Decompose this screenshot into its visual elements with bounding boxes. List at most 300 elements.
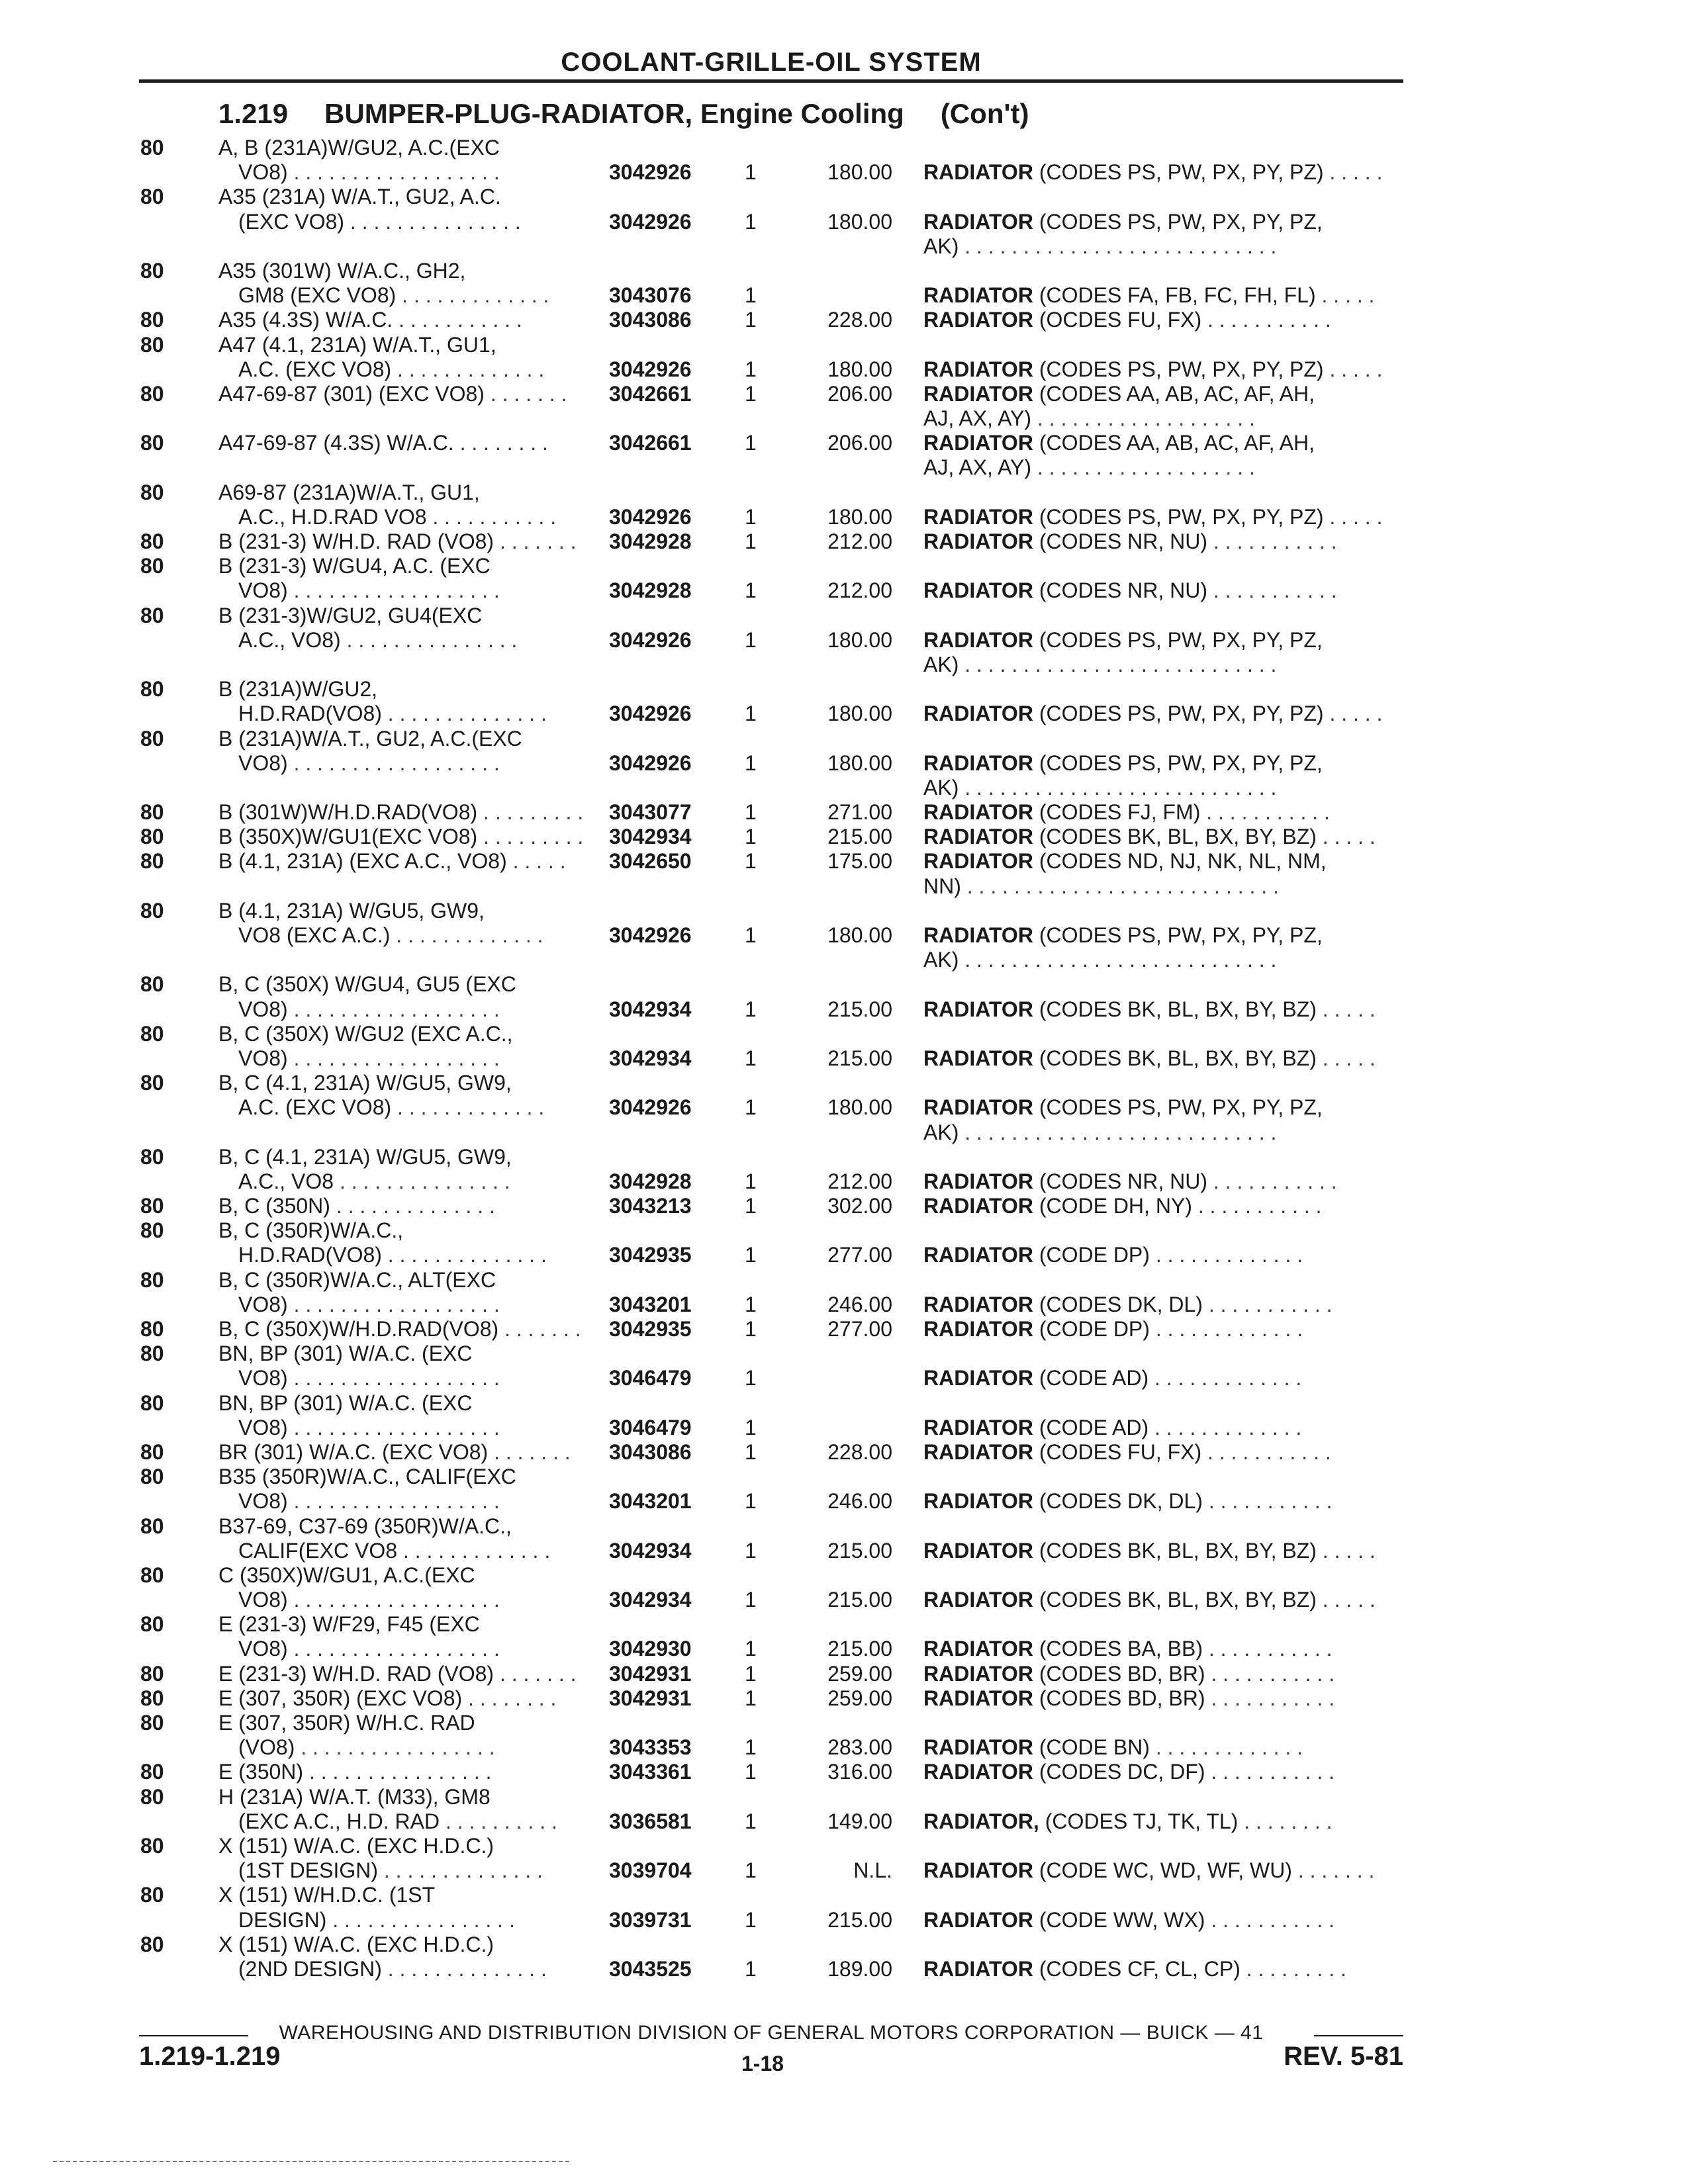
- dot-leader: . . . . . . . . . . . . . . . . . . . . . . . . . . .: [959, 1120, 1277, 1144]
- price: 277.00: [827, 1317, 892, 1341]
- parts-entry: [0, 1391, 1688, 1440]
- part-number: 3042926: [609, 627, 692, 652]
- part-name-label: RADIATOR: [923, 1858, 1033, 1883]
- entry-line: [0, 185, 1688, 209]
- description-text: VO8): [238, 1292, 288, 1316]
- codes-text: (CODES PS, PW, PX, PY, PZ,: [1039, 1095, 1323, 1120]
- part-name: [923, 1243, 1303, 1267]
- parts-entry: [0, 1218, 1688, 1267]
- description-text: A.C., VO8: [238, 1169, 334, 1193]
- codes-text: (CODE AD): [1039, 1415, 1149, 1439]
- codes-text: (CODES BK, BL, BX, BY, BZ): [1039, 997, 1317, 1021]
- description-text: B, C (350R)W/A.C., ALT(EXC: [218, 1267, 496, 1292]
- part-number: 3042661: [609, 431, 692, 455]
- quantity: 1: [745, 357, 757, 381]
- part-name-label: RADIATOR: [923, 800, 1033, 825]
- description-text: VO8): [238, 1366, 288, 1390]
- description-text: CALIF(EXC VO8: [238, 1538, 398, 1563]
- description-text: B (231-3) W/H.D. RAD (VO8): [218, 529, 494, 553]
- dot-leader: . . . . . . . . . . . . .: [396, 283, 549, 308]
- description-text: B, C (350X) W/GU2 (EXC A.C.,: [218, 1021, 513, 1046]
- part-name: [923, 1169, 1337, 1194]
- quantity: 1: [745, 1661, 757, 1686]
- application-description: [218, 1071, 512, 1095]
- dot-leader: . . . . . . . . . . . . . .: [381, 1956, 547, 1981]
- price: 215.00: [827, 1046, 892, 1070]
- application-description: [218, 1686, 556, 1711]
- codes-text: (CODES PS, PW, PX, PY, PZ): [1039, 702, 1324, 726]
- parts-entry: [0, 677, 1688, 726]
- application-description: [238, 210, 521, 234]
- part-number: 3042928: [609, 529, 692, 553]
- parts-entry: [0, 800, 1688, 825]
- entry-line: [0, 604, 1688, 628]
- description-text: VO8): [238, 1588, 288, 1612]
- ref-number: 80: [140, 1686, 164, 1710]
- application-description: [238, 702, 547, 726]
- footer-section-range: 1.219-1.219: [139, 2042, 281, 2071]
- part-number: 3043201: [609, 1292, 692, 1316]
- dot-leader: . . . . .: [1316, 1538, 1376, 1563]
- dot-leader: . . . . . . . . . . . . . . . . . . .: [1031, 455, 1255, 480]
- application-description: [218, 1391, 473, 1416]
- dot-leader: . . . . . . . . . . .: [1207, 578, 1337, 603]
- description-text: X (151) W/A.C. (EXC H.D.C.): [218, 1932, 494, 1956]
- part-name-label: RADIATOR: [923, 504, 1033, 529]
- quantity: 1: [745, 381, 757, 406]
- part-name: [923, 1194, 1322, 1218]
- part-number: 3043525: [609, 1956, 692, 1981]
- part-name: [923, 1637, 1333, 1661]
- application-description: [218, 308, 522, 332]
- entry-line: [0, 825, 1688, 849]
- application-description: [218, 899, 485, 923]
- application-description: [218, 136, 500, 160]
- part-number: 3042930: [609, 1637, 692, 1661]
- part-name: [923, 1416, 1301, 1440]
- parts-entry: [0, 1563, 1688, 1612]
- price: 271.00: [827, 800, 892, 825]
- entry-line: [0, 1243, 1688, 1267]
- dot-leader: . . . . . . . . . . . . .: [1149, 1317, 1303, 1341]
- parts-entry: [0, 899, 1688, 973]
- codes-text: (CODE DP): [1039, 1317, 1150, 1341]
- description-text: H.D.RAD(VO8): [238, 1243, 382, 1267]
- dot-leader: . . . . . . . . . . .: [1207, 1169, 1337, 1193]
- part-number: 3043086: [609, 1439, 692, 1464]
- description-text: E (307, 350R) (EXC VO8): [218, 1686, 463, 1710]
- quantity: 1: [745, 1194, 757, 1218]
- dot-leader: . . . . . . . . . . .: [393, 308, 522, 332]
- part-name-label: RADIATOR: [923, 1194, 1033, 1218]
- part-name-label: RADIATOR: [923, 1489, 1033, 1514]
- entry-line: [0, 1120, 1688, 1145]
- ref-number: 80: [140, 136, 164, 159]
- application-description: [218, 1145, 512, 1169]
- parts-entry: [0, 849, 1688, 898]
- part-name-label: RADIATOR: [923, 160, 1033, 185]
- quantity: 1: [745, 1588, 757, 1612]
- part-name: [923, 800, 1330, 825]
- entry-line: [0, 357, 1688, 382]
- dot-leader: . . . . . . . . . . . . .: [1149, 1415, 1302, 1439]
- part-number: 3042661: [609, 381, 692, 406]
- application-description: [218, 259, 465, 283]
- part-name-label: RADIATOR: [923, 1956, 1033, 1981]
- price: 228.00: [827, 308, 892, 332]
- codes-text: (CODES DC, DF): [1039, 1760, 1205, 1784]
- price: 180.00: [827, 209, 892, 234]
- ref-number: 80: [140, 1267, 164, 1292]
- price: 206.00: [827, 381, 892, 406]
- application-description: [218, 1883, 435, 1907]
- codes-text: AK): [923, 234, 959, 258]
- part-name: [923, 505, 1382, 529]
- part-name: [923, 1046, 1376, 1071]
- description-text: B37-69, C37-69 (350R)W/A.C.,: [218, 1514, 512, 1538]
- dot-leader: . . . . .: [1323, 357, 1383, 381]
- description-text: E (231-3) W/H.D. RAD (VO8): [218, 1661, 494, 1686]
- application-description: [238, 1809, 557, 1834]
- price: 215.00: [827, 1538, 892, 1563]
- quantity: 1: [745, 1317, 757, 1341]
- dot-leader: . . . . . . . . .: [1240, 1956, 1346, 1981]
- part-name-label: RADIATOR: [923, 529, 1033, 553]
- ref-number: 80: [140, 1760, 164, 1784]
- application-description: [218, 604, 482, 628]
- codes-continuation: [923, 455, 1255, 480]
- description-text: BN, BP (301) W/A.C. (EXC: [218, 1342, 473, 1366]
- description-text: B, C (350X)W/H.D.RAD(VO8): [218, 1317, 499, 1341]
- entry-line: [0, 136, 1688, 160]
- codes-continuation: [923, 406, 1255, 431]
- part-number: 3042934: [609, 1588, 692, 1612]
- quantity: 1: [745, 1415, 757, 1439]
- price: 215.00: [827, 1637, 892, 1661]
- parts-entry: [0, 333, 1688, 382]
- part-name: [923, 825, 1376, 849]
- codes-text: AK): [923, 775, 959, 799]
- entry-line: [0, 160, 1688, 185]
- application-description: [218, 1760, 492, 1784]
- application-description: [218, 972, 516, 997]
- entry-line: [0, 653, 1688, 677]
- part-name-label: RADIATOR: [923, 997, 1033, 1021]
- entry-line: [0, 1588, 1688, 1612]
- codes-text: (CODES PS, PW, PX, PY, PZ,: [1039, 627, 1323, 652]
- part-name: [923, 751, 1323, 776]
- description-text: X (151) W/A.C. (EXC H.D.C.): [218, 1833, 494, 1858]
- dot-leader: . . . . . . .: [488, 1439, 571, 1464]
- entry-line: [0, 1686, 1688, 1711]
- part-name: [923, 849, 1327, 874]
- entry-line: [0, 727, 1688, 751]
- part-number: 3046479: [609, 1415, 692, 1439]
- dot-leader: . . . . . . . . . . . . . . . . . . . . . . . . . . .: [959, 775, 1277, 799]
- entry-line: [0, 1760, 1688, 1784]
- codes-text: (CODE WW, WX): [1039, 1907, 1205, 1932]
- dot-leader: . . . . . . . . . . . . . . . .: [326, 1907, 515, 1932]
- quantity: 1: [745, 1243, 757, 1267]
- ref-number: 80: [140, 1711, 164, 1735]
- part-number: 3042935: [609, 1243, 692, 1267]
- ref-number: 80: [140, 603, 164, 627]
- entry-line: [0, 1194, 1688, 1218]
- price: 228.00: [827, 1439, 892, 1464]
- part-name: [923, 1760, 1335, 1784]
- parts-entry: [0, 1145, 1688, 1194]
- parts-entry: [0, 382, 1688, 431]
- ref-number: 80: [140, 1071, 164, 1095]
- part-name-label: RADIATOR: [923, 1415, 1033, 1439]
- description-text: (EXC A.C., H.D. RAD: [238, 1809, 440, 1833]
- part-name: [923, 283, 1375, 308]
- quantity: 1: [745, 702, 757, 726]
- dot-leader: . . . . . . . . . . . . .: [1149, 1243, 1303, 1267]
- codes-text: (CODE AD): [1039, 1366, 1149, 1390]
- part-number: 3042926: [609, 923, 692, 947]
- parts-entry: [0, 185, 1688, 259]
- description-text: VO8): [238, 1046, 288, 1070]
- dot-leader: . . . . . . .: [1291, 1858, 1375, 1883]
- quantity: 1: [745, 1809, 757, 1833]
- dot-leader: . . . . .: [1323, 160, 1383, 185]
- codes-text: (CODES AA, AB, AC, AF, AH,: [1039, 431, 1315, 455]
- quantity: 1: [745, 431, 757, 455]
- entry-line: [0, 1440, 1688, 1465]
- entry-line: [0, 1071, 1688, 1095]
- part-number: 3042935: [609, 1317, 692, 1341]
- codes-text: (CODES PS, PW, PX, PY, PZ,: [1039, 751, 1323, 775]
- codes-text: (CODES PS, PW, PX, PY, PZ): [1039, 160, 1324, 185]
- part-name: [923, 1095, 1323, 1120]
- description-text: DESIGN): [238, 1907, 327, 1932]
- codes-text: AK): [923, 948, 959, 972]
- codes-text: (CODES BD, BR): [1039, 1686, 1205, 1710]
- codes-text: AK): [923, 1120, 959, 1144]
- part-name-label: RADIATOR: [923, 751, 1033, 775]
- entry-line: [0, 677, 1688, 702]
- part-name-label: RADIATOR: [923, 209, 1033, 234]
- codes-text: (CODES NR, NU): [1039, 1169, 1208, 1193]
- ref-number: 80: [140, 185, 164, 209]
- codes-text: (CODES FA, FB, FC, FH, FL): [1039, 283, 1316, 308]
- part-number: 3042650: [609, 849, 692, 874]
- dot-leader: . . . . . . . . . . . . . . . .: [303, 1760, 492, 1784]
- application-description: [218, 333, 496, 357]
- codes-text: AJ, AX, AY): [923, 455, 1032, 480]
- ref-number: 80: [140, 1833, 164, 1858]
- part-name-label: RADIATOR: [923, 1538, 1033, 1563]
- quantity: 1: [745, 1366, 757, 1390]
- part-number: 3042928: [609, 578, 692, 603]
- codes-text: (CODES DK, DL): [1039, 1489, 1203, 1514]
- quantity: 1: [745, 1095, 757, 1120]
- application-description: [238, 1957, 547, 1981]
- codes-text: (CODES BK, BL, BX, BY, BZ): [1039, 825, 1317, 849]
- part-name-label: RADIATOR: [923, 1317, 1033, 1341]
- ref-number: 80: [140, 1439, 164, 1464]
- dot-leader: . . . . . . . . . . .: [1202, 1292, 1333, 1316]
- part-name-label: RADIATOR: [923, 1046, 1033, 1070]
- price: 212.00: [827, 578, 892, 603]
- quantity: 1: [745, 1907, 757, 1932]
- price: 259.00: [827, 1661, 892, 1686]
- price: N.L.: [853, 1858, 892, 1883]
- dot-leader: . . . . . . . . . . .: [1201, 308, 1331, 332]
- quantity: 1: [745, 800, 757, 825]
- parts-entry: [0, 1514, 1688, 1563]
- application-description: [238, 1169, 510, 1194]
- quantity: 1: [745, 1046, 757, 1070]
- page-header-title: COOLANT-GRILLE-OIL SYSTEM: [561, 48, 982, 77]
- application-description: [238, 1489, 500, 1514]
- description-text: VO8): [238, 751, 288, 775]
- dot-leader: . . . . . . . . . . . . . . .: [340, 627, 518, 652]
- dot-leader: . . . . . . . . . . . . . . . . . . . . . . . . . . .: [959, 948, 1277, 972]
- entry-line: [0, 1883, 1688, 1907]
- dot-leader: . . . . .: [1316, 997, 1376, 1021]
- entry-line: [0, 1342, 1688, 1366]
- application-description: [218, 1194, 495, 1218]
- part-number: 3036581: [609, 1809, 692, 1833]
- description-text: B (350X)W/GU1(EXC VO8): [218, 825, 478, 849]
- dot-leader: . . . . . . . . . . . . . . . . . .: [287, 1046, 500, 1070]
- part-number: 3042934: [609, 1538, 692, 1563]
- entry-line: [0, 948, 1688, 972]
- dot-leader: . . . . . . . . . . . . .: [391, 1095, 545, 1120]
- application-description: [218, 1711, 475, 1735]
- page-number: 1-18: [741, 2052, 784, 2075]
- quantity: 1: [745, 209, 757, 234]
- codes-text: (CODES BK, BL, BX, BY, BZ): [1039, 1538, 1317, 1563]
- quantity: 1: [745, 283, 757, 308]
- dot-leader: . . . . . . . . . . . . .: [1149, 1735, 1303, 1760]
- entry-line: [0, 308, 1688, 332]
- ref-number: 80: [140, 1021, 164, 1046]
- codes-text: (CODES PS, PW, PX, PY, PZ): [1039, 504, 1324, 529]
- quantity: 1: [745, 1956, 757, 1981]
- entry-line: [0, 1391, 1688, 1416]
- price: 180.00: [827, 751, 892, 775]
- description-text: B, C (350R)W/A.C.,: [218, 1218, 404, 1243]
- quantity: 1: [745, 1538, 757, 1563]
- price: 180.00: [827, 357, 892, 381]
- description-text: A47-69-87 (4.3S) W/A.C.: [218, 431, 454, 455]
- dot-leader: . . . . . . . . . . . . . . .: [334, 1169, 510, 1193]
- section-name: BUMPER-PLUG-RADIATOR, Engine Cooling: [324, 98, 904, 129]
- quantity: 1: [745, 1292, 757, 1316]
- codes-text: (CODES TJ, TK, TL): [1045, 1809, 1239, 1833]
- dot-leader: . . . . . . . . . . . . . . . . . .: [287, 578, 500, 603]
- codes-text: (CODES DK, DL): [1039, 1292, 1203, 1316]
- entry-line: [0, 333, 1688, 357]
- price: 180.00: [827, 702, 892, 726]
- part-number: 3043086: [609, 308, 692, 332]
- entry-line: [0, 1145, 1688, 1169]
- application-description: [218, 1785, 491, 1809]
- quantity: 1: [745, 504, 757, 529]
- section-title: [218, 98, 1065, 130]
- codes-text: AJ, AX, AY): [923, 406, 1032, 431]
- ref-number: 80: [140, 1563, 164, 1587]
- dot-leader: . . . . . . . . . . . . . . . . . .: [287, 1637, 500, 1661]
- entry-line: [0, 529, 1688, 554]
- parts-entry: [0, 1686, 1688, 1711]
- dot-leader: . . . . . . . . . . .: [1207, 529, 1337, 553]
- part-name: [923, 160, 1382, 185]
- part-number: 3042926: [609, 357, 692, 381]
- section-continued: (Con't): [940, 98, 1029, 129]
- part-number: 3039731: [609, 1907, 692, 1932]
- entry-line: [0, 899, 1688, 923]
- ref-number: 80: [140, 1661, 164, 1686]
- codes-continuation: [923, 874, 1279, 899]
- dot-leader: . . . . . . . . . . .: [1202, 1489, 1333, 1514]
- dot-leader: . . . . .: [1316, 1046, 1376, 1070]
- part-name: [923, 997, 1376, 1022]
- ref-number: 80: [140, 1784, 164, 1809]
- application-description: [238, 1046, 500, 1071]
- ref-number: 80: [140, 1342, 164, 1366]
- entry-line: [0, 480, 1688, 505]
- ref-number: 80: [140, 1218, 164, 1243]
- dot-leader: . . . . .: [1315, 283, 1375, 308]
- entry-line: [0, 997, 1688, 1022]
- application-description: [238, 505, 556, 529]
- entry-line: [0, 1858, 1688, 1883]
- description-text: B (231-3) W/GU4, A.C. (EXC: [218, 554, 491, 578]
- quantity: 1: [745, 1637, 757, 1661]
- dot-leader: . . . . . . . . . . . . .: [390, 923, 543, 947]
- application-description: [218, 1834, 494, 1858]
- description-text: (EXC VO8): [238, 209, 345, 234]
- entry-line: [0, 1514, 1688, 1539]
- description-text: A.C., VO8): [238, 627, 341, 652]
- entry-line: [0, 1908, 1688, 1933]
- parts-entry: [0, 825, 1688, 849]
- codes-text: (CODES CF, CL, CP): [1039, 1956, 1241, 1981]
- part-name-label: RADIATOR: [923, 357, 1033, 381]
- part-number: 3042926: [609, 209, 692, 234]
- application-description: [238, 923, 543, 948]
- application-description: [238, 1293, 500, 1317]
- ref-number: 80: [140, 258, 164, 283]
- ref-number: 80: [140, 1883, 164, 1907]
- parts-entry: [0, 1711, 1688, 1760]
- parts-entry: [0, 604, 1688, 678]
- quantity: 1: [745, 1760, 757, 1784]
- ref-number: 80: [140, 800, 164, 825]
- entry-line: [0, 1662, 1688, 1686]
- price: 180.00: [827, 1095, 892, 1120]
- part-name: [923, 1735, 1303, 1760]
- codes-continuation: [923, 776, 1276, 800]
- dot-leader: . . . . . . . . . . .: [1205, 1907, 1335, 1932]
- codes-continuation: [923, 234, 1276, 259]
- entry-line: [0, 1489, 1688, 1514]
- parts-entry: [0, 1342, 1688, 1390]
- codes-text: (CODES BK, BL, BX, BY, BZ): [1039, 1588, 1317, 1612]
- description-text: B (231A)W/GU2,: [218, 677, 378, 702]
- price: 215.00: [827, 997, 892, 1021]
- ref-number: 80: [140, 1932, 164, 1956]
- quantity: 1: [745, 627, 757, 652]
- entry-line: [0, 1957, 1688, 1981]
- application-description: [218, 431, 548, 455]
- dot-leader: . . . . . . . . . . . . . . . . . .: [287, 1588, 500, 1612]
- part-name-label: RADIATOR: [923, 1735, 1033, 1760]
